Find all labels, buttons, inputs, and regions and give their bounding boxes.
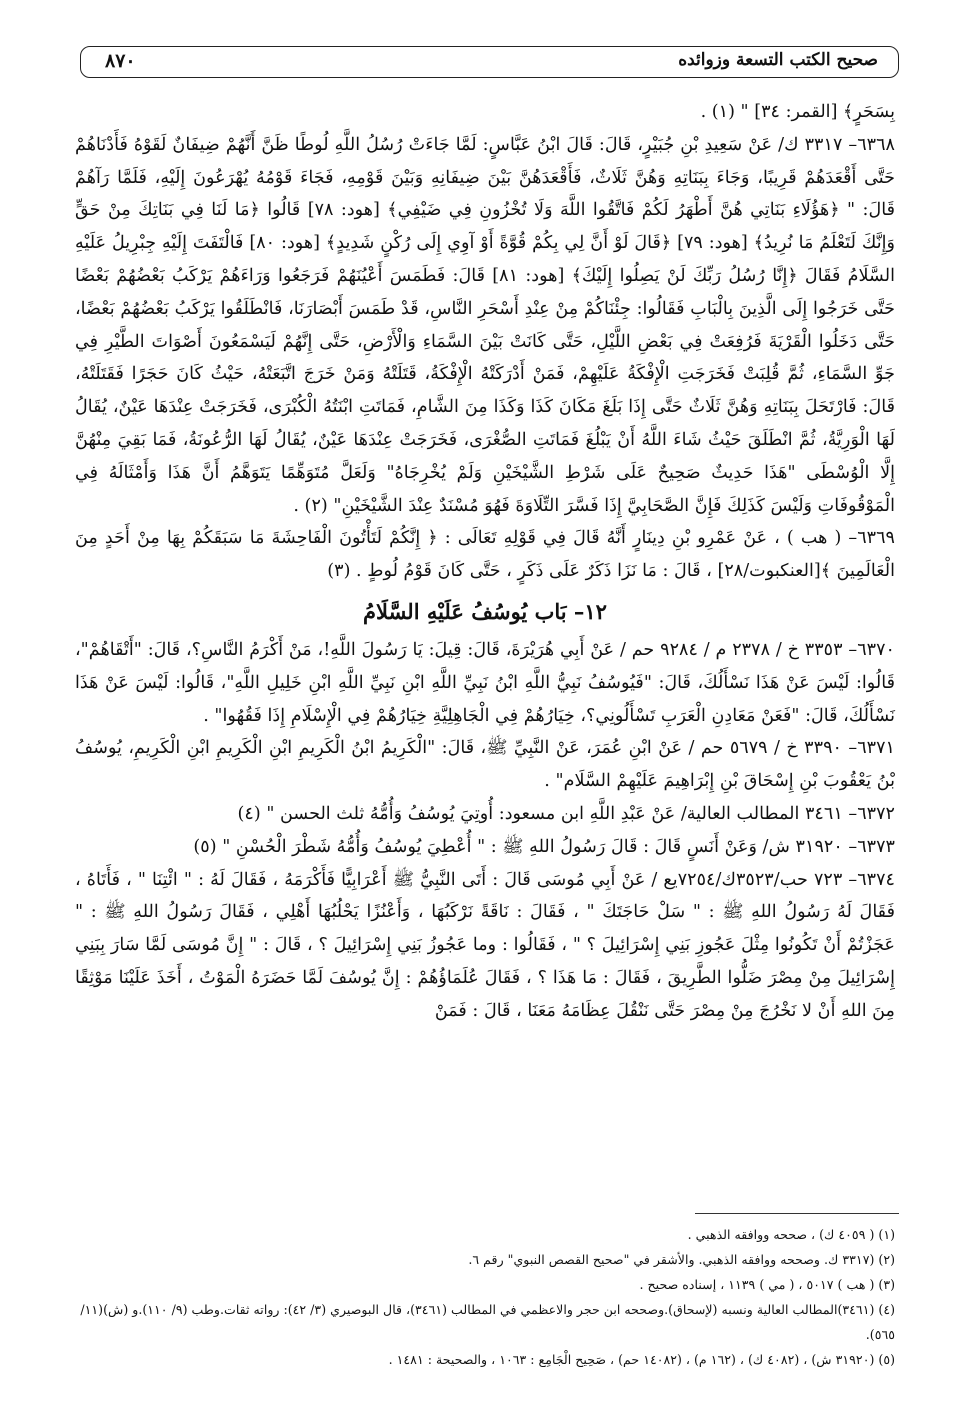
hadith-6371: ٦٣٧١– ٣٣٩٠ خ / ٥٦٧٩ حم / عَنْ ابْنِ عُمَرَ، عَنْ النَّبِيِّ ﷺ، قَالَ: "الْكَرِيمُ ابْنُ الْكَرِيمِ ابْنِ الْكَرِيمِ ابْنِ الْكَرِيمِ، يُوسُفُ بْنُ يَعْقُوبَ بْنِ إِسْحَاقَ بْنِ إِبْرَاهِيمَ عَلَيْهِمْ السَّلَام" .	[75, 738, 896, 792]
hadith-6369: ٦٣٦٩– ( هب ) ، عَنْ عَمْرِو بْنِ دِينَارٍ أَنَّهُ قَالَ فِي قَوْلِهِ تَعَالَى : ﴿ إِنَّكُمْ لَتَأْتُونَ الْفَاحِشَةَ مَا سَبَقَكُمْ بِهَا مِنْ أَحَدٍ مِنَ الْعَالَمِينَ ﴾[العنكبوت/٢٨] ، قَالَ : مَا نَزَا ذَكَرٌ عَلَى ذَكَرٍ ، حَتَّى كَانَ قَوْمُ لُوطٍ . (٣)	[75, 528, 895, 582]
footnote-5: (٥) (٣١٩٢٠ ش) ، (٤٠٨٢ ك) ، (١٦٢ م) ، (١٤٠٨٢ حم) ، صَحِيح الْجَامِع : ١٠٦٣ ، والصحيحة : ١٤٨١ .	[388, 1352, 895, 1367]
hadith-6374: ٦٣٧٤– ٧٢٣ حب/٣٥٢٣ك/٧٢٥٤يع / عَنْ أَبِي مُوسَى قَالَ : أَتَى النَّبِيُّ ﷺ أَعْرَابِيًّا فَأَكْرَمَهُ ، فَقَالَ لَهُ : " ائْتِنَا " ، فَأَتَاهُ ، فَقَالَ لَهُ رَسُولُ اللهِ ﷺ : " سَلْ حَاجَتَكَ " ، فَقَالَ : نَاقَةً نَرْكَبُهَا ، وَأَعْنُزًا يَحْلُبُهَا أَهْلِي ، فَقَالَ رَسُولُ اللهِ ﷺ : " عَجَزْتُمْ أَنْ تَكُونُوا مِثْلَ عَجُوزِ بَنِي إِسْرَائِيلَ ؟ " ، فَقَالُوا : وما عَجُوزُ بَنِي إِسْرَائِيلَ ؟ ، قَالَ : " إِنَّ مُوسَى لَمَّا سَارَ بِبَنِي إِسْرَائِيلَ مِنْ مِصْرَ ضَلُّوا الطَّرِيقَ ، فَقَالَ : مَا هَذَا ؟ ، فَقَالَ عُلَمَاؤُهُمْ : إِنَّ يُوسُفَ لَمَّا حَضَرَهُ الْمَوْتُ ، أَخَذَ عَلَيْنَا مَوْثِقًا مِنَ اللهِ أَنْ لا نَخْرُجَ مِنْ مِصْرَ حَتَّى نَنْقُلَ عِظَامَهُ مَعَنَا ، قَالَ : فَمَنْ	[75, 869, 895, 1021]
main-text	[75, 96, 895, 1028]
hadith-6372: ٦٣٧٢– ٣٤٦١ المطالب العالية/ عَنْ عَبْدِ اللَّهِ ابن مسعود: أُوتِيَ يُوسُفُ وَأُمُّهُ ثلث الحسن " (٤)	[237, 803, 895, 824]
paragraph-continuation: بِسَحَرٍ﴾ [القمر: ٣٤] " (١) .	[700, 102, 895, 122]
footnote-2: (٢) (٣٣١٧ ك. وصححه ووافقه الذهبي. والأشقر في "صحيح القصص النبوي" رقم ٦.	[468, 1252, 895, 1267]
footnote-divider	[695, 1213, 899, 1214]
book-title: صحيح الكتب التسعة وزوائده	[678, 50, 878, 70]
footnote-1: (١) ( ٤٠٥٩ ك) ، صححه ووافقه الذهبي .	[687, 1227, 895, 1242]
footnote-3: (٣) ( هب ) ٥٠١٧ ، ( مي ) ١١٣٩ ، إسناده صحيح .	[639, 1277, 895, 1292]
footnotes	[75, 1222, 895, 1372]
page-number: ٨٧٠	[105, 50, 136, 72]
hadith-6368: ٦٣٦٨– ٣٣١٧ ك/ عَنْ سَعِيدِ بْنِ جُبَيْرٍ، قَالَ: قَالَ ابْنُ عَبَّاسٍ: لَمَّا جَاءَتْ رُسُلُ اللَّهِ لُوطًا ظَنَّ أَنَّهُمْ ضِيفَانٌ لَقَوْهُ فَأَدْنَاهُمْ حَتَّى أَقْعَدَهُمْ قَرِيبًا، وَجَاءَ بِبَنَاتِهِ وَهُنَّ ثَلَاثٌ، فَأَقْعَدَهُنَّ بَيْنَ ضِيفَانِهِ وَبَيْنَ قَوْمِهِ، فَجَاءَ قَوْمُهُ يُهْرَعُونَ إِلَيْهِ، فَلَمَّا رَآهُمْ قَالَ: " ﴿هَؤُلَاءِ بَنَاتِي هُنَّ أَطْهَرُ لَكُمْ فَاتَّقُوا اللَّهَ وَلَا تُخْزُونِ فِي ضَيْفِي﴾ [هود: ٧٨] قَالُوا ﴿مَا لَنَا فِي بَنَاتِكَ مِنْ حَقٍّ وَإِنَّكَ لَتَعْلَمُ مَا نُرِيدُ﴾ [هود: ٧٩] ﴿قَالَ لَوْ أَنَّ لِي بِكُمْ قُوَّةً أَوْ آوِي إِلَى رُكْنٍ شَدِيدٍ﴾ [هود: ٨٠] فَالْتَفَتَ إِلَيْهِ جِبْرِيلُ عَلَيْهِ السَّلَامُ فَقَالَ ﴿إِنَّا رُسُلُ رَبِّكَ لَنْ يَصِلُوا إِلَيْكَ﴾ [هود: ٨١] قَالَ: فَطَمَسَ أَعْيُنَهُمْ فَرَجَعُوا وَرَاءَهُمْ يَرْكَبُ بَعْضُهُمْ بَعْضًا حَتَّى خَرَجُوا إِلَى الَّذِينَ بِالْبَابِ فَقَالُوا: جِئْنَاكُمْ مِنْ عِنْدِ أَسْحَرِ النَّاسِ، قَدْ طَمَسَ أَبْصَارَنَا، فَانْطَلَقُوا يَرْكَبُ بَعْضُهُمْ بَعْضًا، حَتَّى دَخَلُوا الْقَرْيَةَ فَرُفِعَتْ فِي بَعْضِ اللَّيْلِ، حَتَّى كَانَتْ بَيْنَ السَّمَاءِ وَالْأَرْضِ، حَتَّى إِنَّهُمْ لَيَسْمَعُونَ أَصْوَاتَ الطَّيْرِ فِي جَوِّ السَّمَاءِ، ثُمَّ قُلِبَتْ فَخَرَجَتِ الْإِفْكَةُ عَلَيْهِمْ، فَمَنْ أَدْرَكَتْهُ الْإِفْكَةُ، قَتَلَتْهُ وَمَنْ خَرَجَ اتَّبَعَتْهُ، حَيْثُ كَانَ حَجَرًا فَقَتَلَتْهُ، قَالَ: فَارْتَحَلَ بِبَنَاتِهِ وَهُنَّ ثَلَاثٌ حَتَّى إِذَا بَلَغَ مَكَانَ كَذَا وَكَذَا مِنَ الشَّامِ، فَمَاتَتِ ابْنَتُهُ الْكُبْرَى، فَخَرَجَتْ عِنْدَهَا عَيْنٌ، يُقَالُ لَهَا الْوَرِيَّةُ، ثُمَّ انْطَلَقَ حَيْثُ شَاءَ اللَّهُ أَنْ يَبْلُغَ فَمَاتَتِ الصُّغْرَى، فَخَرَجَتْ عِنْدَهَا عَيْنٌ، يُقَالُ لَهَا الرُّعُونَةُ، فَمَا بَقِيَ مِنْهُنَّ إِلَّا الْوُسْطَى "هَذَا حَدِيثٌ صَحِيحٌ عَلَى شَرْطِ الشَّيْخَيْنِ وَلَمْ يُخْرِجَاهُ" وَلَعَلَّ مُتَوَهِّمًا يَتَوَهَّمُ أَنَّ هَذَا وَأَمْثَالَهُ فِي الْمَوْقُوفَاتِ وَلَيْسَ كَذَلِكَ فَإِنَّ الصَّحَابِيَّ إِذَا فَسَّرَ التِّلَاوَةَ فَهُوَ مُسْنَدٌ عِنْدَ الشَّيْخَيْنِ" (٢) .	[75, 134, 896, 516]
chapter-heading: ١٢– بَاب يُوسُفُ عَلَيْهِ السَّلَامُ	[363, 598, 607, 624]
footnote-4: (٤) (٣٤٦١)المطالب العالية ونسبه (لإسحاق).وصححه ابن حجر والاعظمي في المطالب (٣٤٦١)، قال البوصيري (٣/ ٤٢): رواته ثقات.وطب (٩/ ١١٠).و (ش)(١١/ ٥٦٥).	[80, 1302, 895, 1342]
hadith-6370: ٦٣٧٠– ٣٣٥٣ خ / ٢٣٧٨ م / ٩٢٨٤ حم / عَنْ أَبِي هُرَيْرَةَ، قَالَ: قِيلَ: يَا رَسُولَ اللَّهِ!، مَنْ أَكْرَمُ النَّاسِ؟، قَالَ: "أَتْقَاهُمْ"، قَالُوا: لَيْسَ عَنْ هَذَا نَسْأَلُكَ، قَالَ: "فَيُوسُفُ نَبِيُّ اللَّهِ ابْنُ نَبِيِّ اللَّهِ ابْنِ نَبِيِّ اللَّهِ ابْنِ خَلِيلِ اللَّهِ"، قَالُوا: لَيْسَ عَنْ هَذَا نَسْأَلُكَ، قَالَ: "فَعَنْ مَعَادِنِ الْعَرَبِ تَسْأَلُونِي؟، خِيَارُهُمْ فِي الْجَاهِلِيَّةِ خِيَارُهُمْ فِي الْإِسْلَامِ إِذَا فَقُهُوا" .	[75, 639, 896, 726]
page-header	[80, 46, 899, 78]
hadith-6373: ٦٣٧٣– ٣١٩٢٠ ش/ وَعَنْ أَنَسٍ قَالَ : قَالَ رَسُولُ اللهِ ﷺ : " أُعْطِيَ يُوسُفُ وَأُمُّهُ شَطْرَ الْحُسْنِ " (٥)	[193, 836, 895, 857]
